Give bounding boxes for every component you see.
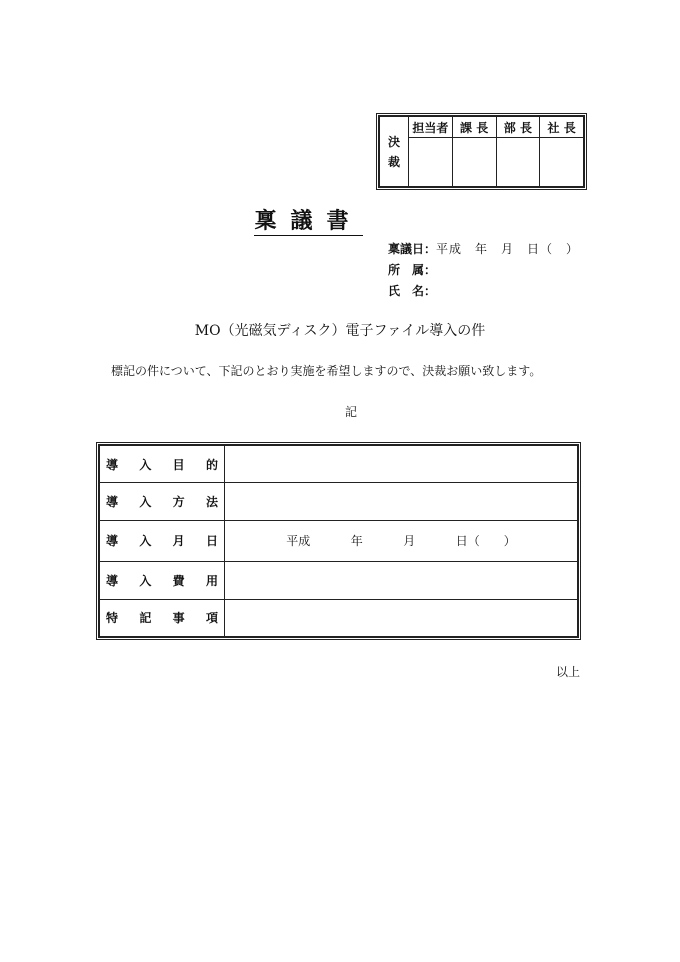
- date-year: 年: [350, 534, 363, 549]
- department-line: [388, 261, 436, 278]
- row-value-cost[interactable]: [225, 562, 578, 599]
- approval-col-section-chief: 課 長: [452, 117, 496, 138]
- closing-text: 以上: [556, 665, 581, 679]
- subject-heading: MO（光磁気ディスク）電子ファイル導入の件: [194, 323, 486, 339]
- approval-col-staff: 担当者: [409, 117, 453, 138]
- approval-side-label: 決 裁: [380, 117, 409, 187]
- approval-stamp-box: [376, 113, 587, 190]
- table-row: [100, 446, 578, 483]
- row-value-notes[interactable]: [225, 599, 578, 636]
- ki-marker: 記: [344, 405, 357, 419]
- proposal-date-line: [388, 240, 579, 257]
- row-label-date: 導 入 月 日: [100, 520, 225, 562]
- stamp-cell-president[interactable]: [540, 138, 584, 187]
- row-label-purpose: 導 入 目 的: [100, 446, 225, 483]
- document-title: 稟議書: [254, 208, 363, 234]
- date-month: 月: [403, 534, 416, 549]
- department-label: 所 属：: [388, 263, 437, 277]
- proposal-date-value[interactable]: 平成 年 月 日（ ）: [436, 242, 580, 256]
- name-line: [388, 282, 436, 299]
- table-row: [100, 562, 578, 599]
- stamp-cell-staff[interactable]: [409, 138, 453, 187]
- row-value-method[interactable]: [225, 483, 578, 520]
- row-label-cost: 導 入 費 用: [100, 562, 225, 599]
- date-era: 平成: [286, 534, 311, 549]
- row-label-method: 導 入 方 法: [100, 483, 225, 520]
- approval-col-department-head: 部 長: [496, 117, 540, 138]
- table-row: [100, 599, 578, 636]
- date-day: 日（ ）: [455, 534, 516, 549]
- stamp-cell-section-chief[interactable]: [452, 138, 496, 187]
- table-row: [100, 483, 578, 520]
- details-table: [96, 442, 581, 640]
- row-value-date[interactable]: [225, 520, 578, 562]
- row-label-notes: 特 記 事 項: [100, 599, 225, 636]
- row-value-purpose[interactable]: [225, 446, 578, 483]
- proposal-date-label: 稟議日：: [388, 242, 437, 256]
- approval-col-president: 社 長: [540, 117, 584, 138]
- name-label: 氏 名：: [388, 284, 437, 298]
- lead-text: 標記の件について、下記のとおり実施を希望しますので、決裁お願い致します。: [111, 364, 542, 378]
- table-row: [100, 520, 578, 562]
- stamp-cell-department-head[interactable]: [496, 138, 540, 187]
